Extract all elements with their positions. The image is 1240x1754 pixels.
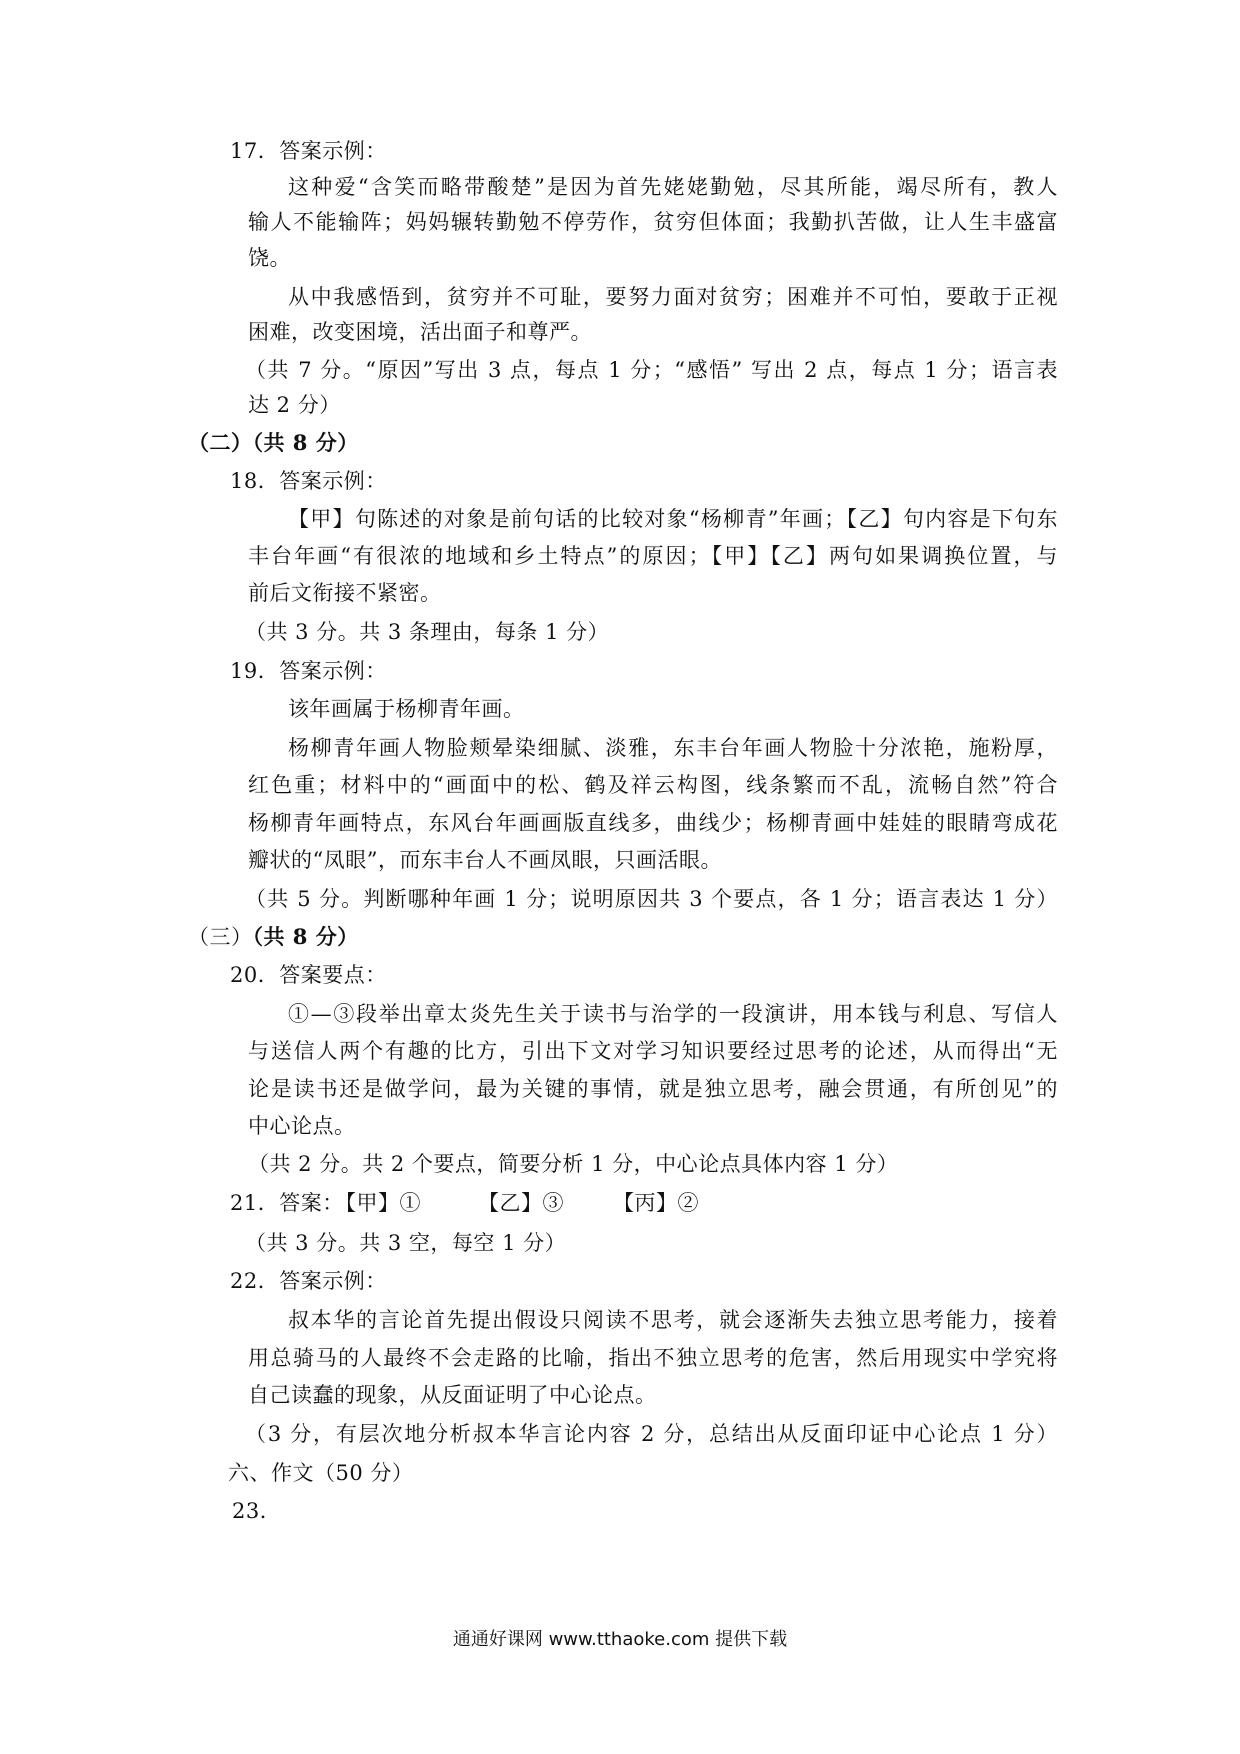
q17-label: 17．答案示例： [230, 139, 387, 163]
q19-line3: 杨柳青年画特点，东风台年画画版直线多，曲线少；杨柳青画中娃娃的眼睛弯成花 [248, 811, 1058, 835]
q17-p2-line2: 困难，改变困境，活出面子和尊严。 [248, 320, 592, 344]
q22-line1: 叔本华的言论首先提出假设只阅读不思考，就会逐渐失去独立思考能力，接着 [288, 1308, 1058, 1332]
q21-answer-bing: 【丙】② [613, 1191, 699, 1215]
q20-line1: ①—③段举出章太炎先生关于读书与治学的一段演讲，用本钱与利息、写信人 [288, 1002, 1058, 1026]
q21-answer-yi: 【乙】③ [478, 1191, 564, 1215]
q17-score-line2: 达 2 分） [248, 393, 341, 417]
q22-label: 22．答案示例： [230, 1269, 387, 1293]
q20-score: （共 2 分。共 2 个要点，简要分析 1 分，中心论点具体内容 1 分） [248, 1152, 899, 1176]
section6-heading: 六、作文（50 分） [228, 1461, 414, 1485]
q18-label: 18．答案示例： [230, 469, 387, 493]
q20-line4: 中心论点。 [248, 1114, 356, 1138]
q22-line3: 自己读蠢的现象，从反面证明了中心论点。 [248, 1383, 657, 1407]
q19-score: （共 5 分。判断哪种年画 1 分；说明原因共 3 个要点，各 1 分；语言表达 1 分） [245, 887, 1058, 911]
page-footer: 通通好课网 www.tthaoke.com 提供下载 [452, 1629, 788, 1650]
q17-p1-line3: 饶。 [248, 246, 291, 270]
q20-line2: 与送信人两个有趣的比方，引出下文对学习知识要经过思考的论述，从而得出“无 [248, 1039, 1058, 1063]
q19-line4: 瓣状的“凤眼”，而东丰台人不画凤眼，只画活眼。 [248, 848, 722, 872]
q21-label: 21．答案： [230, 1191, 344, 1215]
q19-answer: 该年画属于杨柳青年画。 [288, 697, 525, 721]
q19-line1: 杨柳青年画人物脸颊晕染细腻、淡雅，东丰台年画人物脸十分浓艳，施粉厚， [288, 736, 1058, 760]
q18-score: （共 3 分。共 3 条理由，每条 1 分） [245, 620, 610, 644]
q22-score: （3 分，有层次地分析叔本华言论内容 2 分，总结出从反面印证中心论点 1 分） [245, 1422, 1058, 1446]
section3-title: （共 8 分） [252, 924, 359, 949]
q19-label: 19．答案示例： [230, 659, 387, 683]
q22-line2: 用总骑马的人最终不会走路的比喻，指出不独立思考的危害，然后用现实中学究将 [248, 1346, 1058, 1370]
section2-heading: （二）（共 8 分） [188, 430, 359, 455]
q17-p1-line1: 这种爱“含笑而略带酸楚”是因为首先姥姥勤勉，尽其所能，竭尽所有，教人 [288, 175, 1058, 199]
q17-p1-line2: 输人不能输阵；妈妈辗转勤勉不停劳作，贫穷但体面；我勤扒苦做，让人生丰盛富 [248, 210, 1058, 234]
q23-label: 23． [232, 1499, 282, 1523]
q17-score-line1: （共 7 分。“原因”写出 3 点，每点 1 分；“感悟” 写出 2 点，每点 1 分；语言表 [245, 358, 1058, 382]
q17-p2-line1: 从中我感悟到，贫穷并不可耻，要努力面对贫穷；困难并不可怕，要敢于正视 [288, 285, 1058, 309]
q20-label: 20．答案要点： [230, 963, 387, 987]
q21-answer-jia: 【甲】① [335, 1191, 421, 1215]
section3-heading [188, 922, 359, 952]
q18-line2: 丰台年画“有很浓的地域和乡土特点”的原因；【甲】【乙】两句如果调换位置，与 [248, 544, 1058, 568]
q18-line3: 前后文衔接不紧密。 [248, 581, 442, 605]
q19-line2: 红色重；材料中的“画面中的松、鹤及祥云构图，线条繁而不乱，流畅自然”符合 [248, 773, 1058, 797]
q21-score: （共 3 分。共 3 空，每空 1 分） [245, 1231, 567, 1255]
section3-prefix: （三） [188, 925, 253, 949]
q20-line3: 论是读书还是做学问，最为关键的事情，就是独立思考，融会贯通，有所创见”的 [248, 1077, 1058, 1101]
q18-line1: 【甲】句陈述的对象是前句话的比较对象“杨柳青”年画；【乙】句内容是下句东 [288, 507, 1058, 531]
